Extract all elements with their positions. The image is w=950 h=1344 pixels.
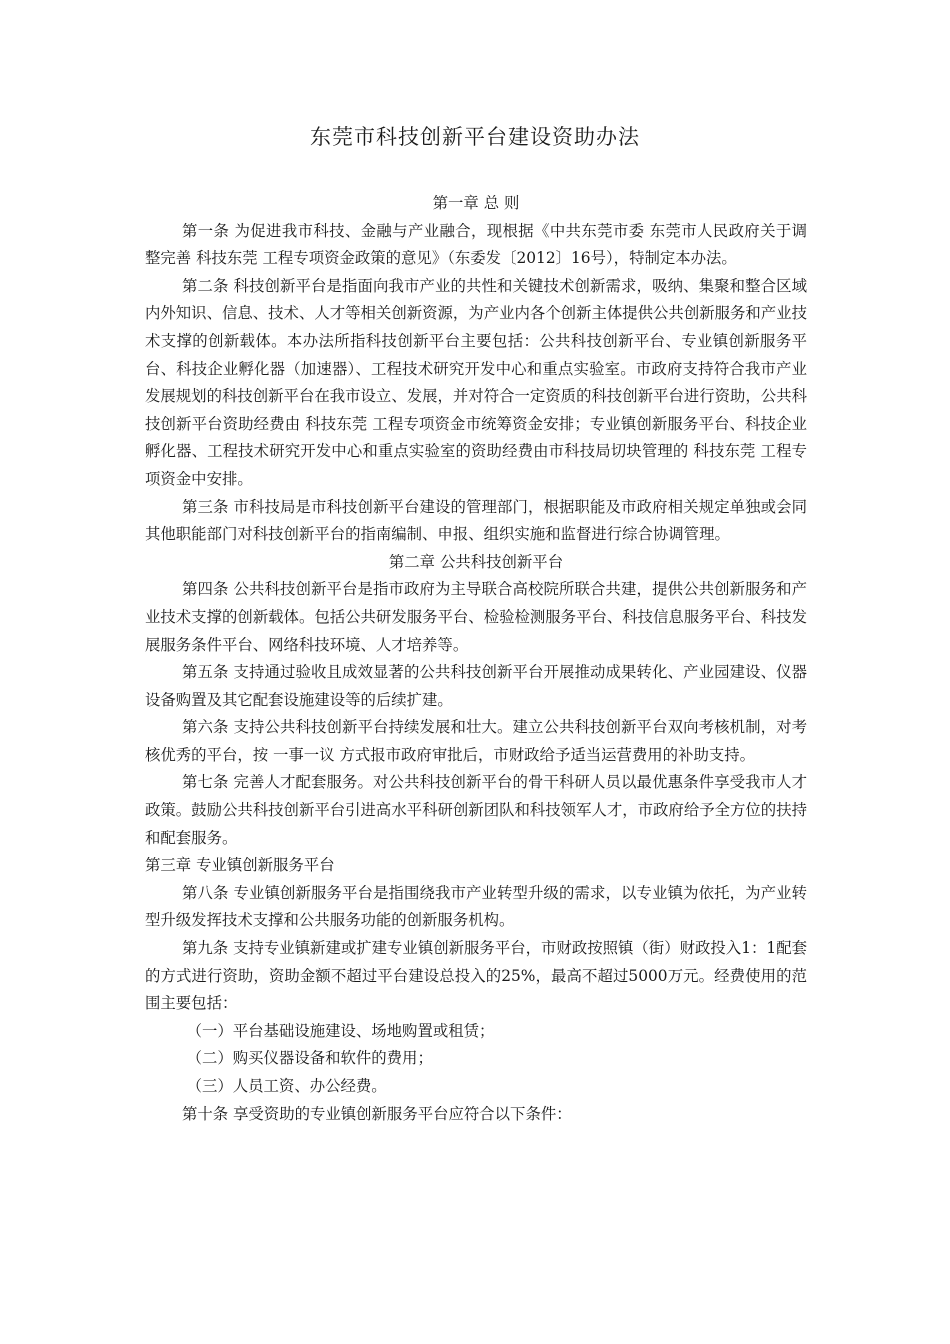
article-9: 第九条 支持专业镇新建或扩建专业镇创新服务平台，市财政按照镇（街）财政投入1：1配套的方式进行资助，资助金额不超过平台建设总投入的25%，最高不超过5000万元。经费使用的范围主要包括：: [145, 939, 807, 1013]
list-item-3: （三）人员工资、办公经费。: [186, 1077, 387, 1095]
article-7: 第七条 完善人才配套服务。对公共科技创新平台的骨干科研人员以最优惠条件享受我市人才政策。鼓励公共科技创新平台引进高水平科研创新团队和科技领军人才，市政府给予全方位的扶持和配套服务。: [145, 773, 807, 847]
article-10: 第十条 享受资助的专业镇创新服务平台应符合以下条件：: [181, 1104, 572, 1123]
chapter-heading-1: 第一章 总 则: [432, 194, 520, 212]
article-6: 第六条 支持公共科技创新平台持续发展和壮大。建立公共科技创新平台双向考核机制，对考核优秀的平台，按 一事一议 方式报市政府审批后，市财政给予适当运营费用的补助支持。: [145, 718, 807, 764]
chapter-heading-3: 第三章 专业镇创新服务平台: [145, 856, 335, 875]
article-2: 第二条 科技创新平台是指面向我市产业的共性和关键技术创新需求，吸纳、集聚和整合区域内外知识、信息、技术、人才等相关创新资源，为产业内各个创新主体提供公共创新服务和产业技术支撑的创新载体。本办法所指科技创新平台主要包括：公共科技创新平台、专业镇创新服务平台、科技企业孵化器（加速器）、工程技术研究开发中心和重点实验室。市政府支持符合我市产业发展规划的科技创新平台在我市设立、发展，并对符合一定资质的科技创新平台进行资助，公共科技创新平台资助经费由 科技东莞 工程专项资金市统筹资金安排；专业镇创新服务平台、科技企业孵化器、工程技术研究开发中心和重点实验室的资助经费由市科技局切块管理的 科技东莞 工程专项资金中安排。: [145, 276, 807, 488]
document-title: 东莞市科技创新平台建设资助办法: [310, 125, 640, 149]
article-4: 第四条 公共科技创新平台是指市政府为主导联合高校院所联合共建，提供公共创新服务和产业技术支撑的创新载体。包括公共研发服务平台、检验检测服务平台、科技信息服务平台、科技发展服务条件平台、网络科技环境、人才培养等。: [145, 580, 807, 654]
list-item-1: （一）平台基础设施建设、场地购置或租赁；: [186, 1021, 495, 1040]
article-1: 第一条 为促进我市科技、金融与产业融合，现根据《中共东莞市委 东莞市人民政府关于调整完善 科技东莞 工程专项资金政策的意见》（东委发〔2012〕16号），特制定本办法。: [145, 221, 807, 268]
chapter-heading-2: 第二章 公共科技创新平台: [388, 552, 564, 571]
document-body: [145, 190, 807, 1128]
article-5: 第五条 支持通过验收且成效显著的公共科技创新平台开展推动成果转化、产业园建设、仪器设备购置及其它配套设施建设等的后续扩建。: [145, 663, 807, 709]
article-8: 第八条 专业镇创新服务平台是指围绕我市产业转型升级的需求，以专业镇为依托，为产业转型升级发挥技术支撑和公共服务功能的创新服务机构。: [145, 883, 807, 930]
article-3: 第三条 市科技局是市科技创新平台建设的管理部门，根据职能及市政府相关规定单独或会同其他职能部门对科技创新平台的指南编制、申报、组织实施和监督进行综合协调管理。: [145, 497, 807, 544]
list-item-2: （二）购买仪器设备和软件的费用；: [186, 1049, 433, 1068]
